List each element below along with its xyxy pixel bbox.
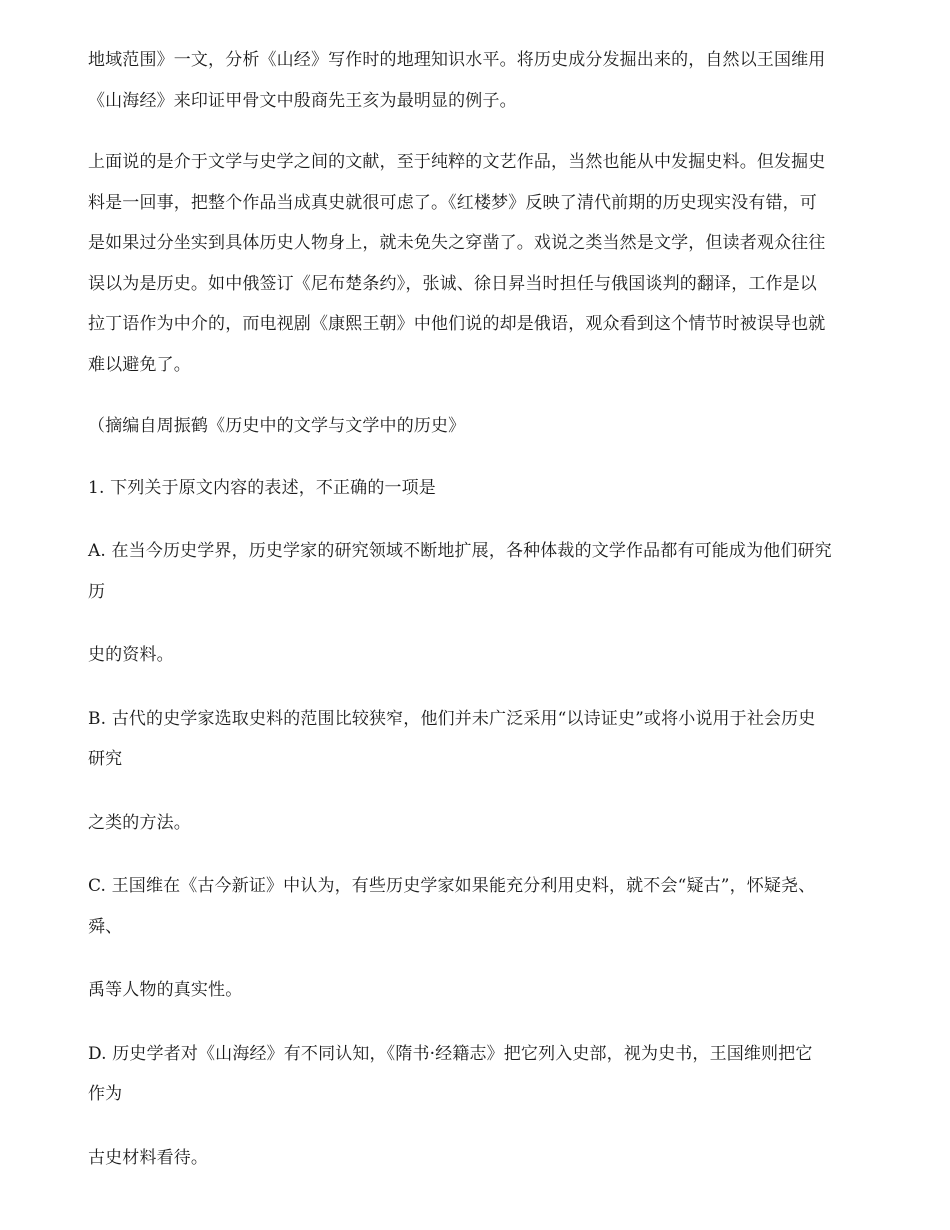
- text-line: 难以避免了。: [88, 354, 191, 375]
- source-citation: [88, 406, 906, 447]
- text-line: 上面说的是介于文学与史学之间的文献，至于纯粹的文艺作品，当然也能从中发掘史料。但发掘史: [88, 152, 826, 172]
- text-line: 拉丁语作为中介的，而电视剧《康熙王朝》中他们说的却是俄语，观众看到这个情节时被误导也就: [88, 314, 826, 334]
- text-line: B. 古代的史学家选取史料的范围比较狭窄，他们并未广泛采用“以诗证史”或将小说用于社会历史: [88, 708, 816, 729]
- text-line: 研究: [88, 749, 123, 769]
- main-paragraph: [88, 142, 906, 385]
- text-line: 作为: [88, 1084, 123, 1104]
- text-line: 历: [88, 581, 106, 602]
- option-d: [88, 1034, 906, 1115]
- text-line: 之类的方法。: [88, 812, 191, 833]
- text-line: A. 在当今历史学界，历史学家的研究领域不断地扩展，各种体裁的文学作品都有可能成为他们研究: [88, 541, 832, 561]
- text-line: 古史材料看待。: [88, 1147, 209, 1168]
- document-page: [88, 40, 906, 1178]
- text-line: （摘编自周振鹤《历史中的文学与文学中的历史》: [88, 416, 466, 436]
- text-line: 禹等人物的真实性。: [88, 980, 243, 1000]
- text-line: 误以为是历史。如中俄签订《尼布楚条约》，张诚、徐日昇当时担任与俄国谈判的翻译，工作是以: [88, 273, 817, 294]
- question-stem: [88, 468, 906, 509]
- option-c: [88, 866, 906, 947]
- text-line: 舜、: [88, 916, 123, 937]
- text-line: D. 历史学者对《山海经》有不同认知，《隋书·经籍志》把它列入史部，视为史书，王国维则把它: [88, 1043, 813, 1064]
- option-b: [88, 699, 906, 780]
- text-line: 史的资料。: [88, 645, 174, 665]
- text-line: C. 王国维在《古今新证》中认为，有些历史学家如果能充分利用史料，就不会“疑古”，怀疑尧、: [88, 876, 816, 896]
- option-c-continuation: [88, 970, 906, 1011]
- option-a: [88, 531, 906, 612]
- text-line: 地域范围》一文，分析《山经》写作时的地理知识水平。将历史成分发掘出来的，自然以王国维用: [88, 50, 826, 70]
- text-line: 1. 下列关于原文内容的表述，不正确的一项是: [88, 477, 436, 498]
- intro-paragraph: [88, 40, 906, 121]
- option-d-continuation: [88, 1138, 906, 1179]
- text-line: 是如果过分坐实到具体历史人物身上，就未免失之穿凿了。戏说之类当然是文学，但读者观众往往: [88, 233, 826, 253]
- text-line: 《山海经》来印证甲骨文中殷商先王亥为最明显的例子。: [88, 90, 517, 111]
- option-b-continuation: [88, 803, 906, 844]
- text-line: 料是一回事，把整个作品当成真史就很可虑了。《红楼梦》反映了清代前期的历史现实没有错，可: [88, 192, 817, 213]
- option-a-continuation: [88, 635, 906, 676]
